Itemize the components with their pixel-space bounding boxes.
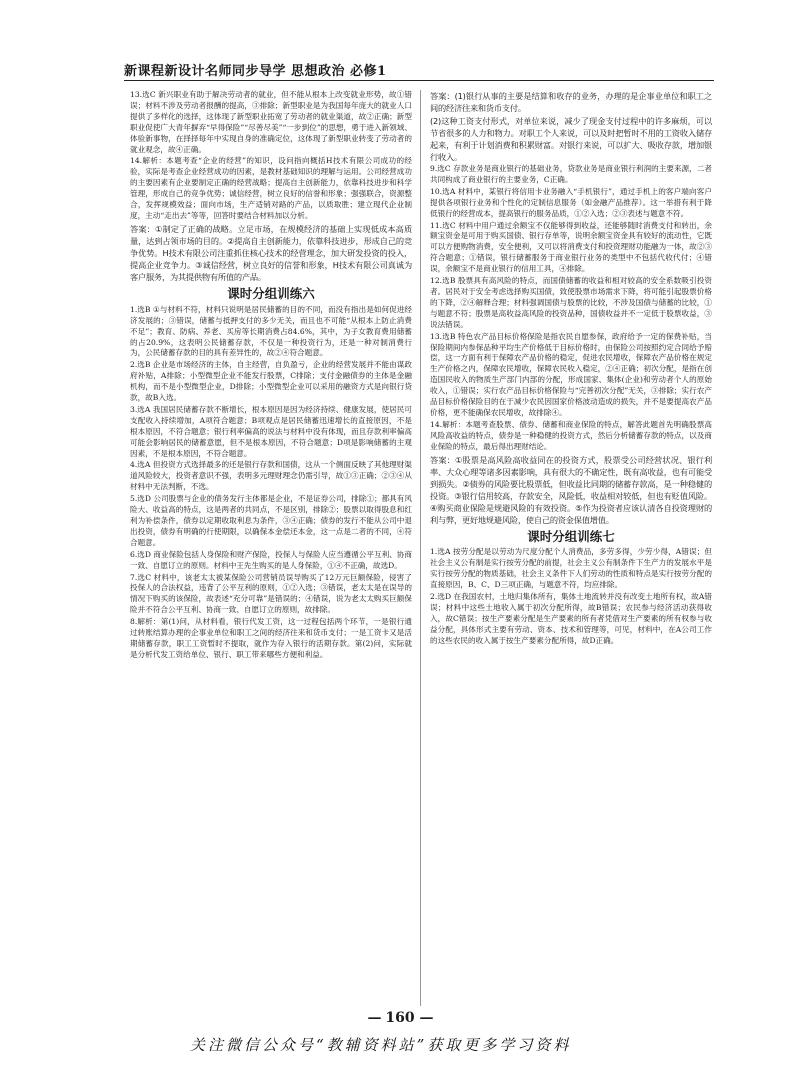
header-rule (124, 80, 714, 81)
section-title-6: 课时分组训练六 (227, 285, 315, 301)
column-divider (420, 90, 421, 1006)
answer-6-12: 12.选B 股票具有高风险的特点，而国债储蓄的收益和相对较高的安全系数吸引投资者。居民对于安全考虑选择购买国债，致使股票市场需求下降，将可能引起股票价格的下降，②④解释合理；材料强调国债与股票的比较，不涉及国债与储蓄的比较，①与题意不符；股票是高收益高风险的投资品种，国债收益并不一定低于股票收益，③说法错误。 (430, 276, 712, 329)
answer-6-5: 5.选D 公司股票与企业的债务发行主体都是企业，不是证券公司，排除①；都具有风险大、收益高的特点，这是两者的共同点，不是区别，排除②；股票以取得股息和红利为补偿条件，债券以定期收取利息为条件，③④正确；债券的发行不能从公司中退出投资，债券有明确的行使期限，以确保本金偿还本金，这一点是二者的不同，④符合题意。 (130, 494, 412, 547)
answer-6-14: 答案：①股票是高风险高收益同在的投资方式，股票受公司经营状况、银行利率、大众心理等诸多因素影响，具有很大的不确定性，既有高收益，也有可能受到损失。②债券的风险要比股票低，但收益比同期的储蓄存款高，是一种稳健的投资。③银行信用较高，存款安全，风险低，收益相对较低，但也有贬值风险。④购买商业保险是规避风险的有效投资。⑤作为投资者应该认清各自投资理财的利与弊，更好地规避风险，使自己的资金保值增值。 (430, 454, 712, 525)
analysis-6-8: 8.解析：第(1)问，从材料看，银行代发工资，这一过程包括两个环节，一是银行通过转账结算办理的企事业单位和职工之间的经济往来和货币支付；一是工资卡又是活期储蓄存款，职工工资暂时不提取，就作为存入银行的活期存款。第(2)问，实际就是分析代发工资给单位、银行、职工带来哪些方便和利益。 (130, 617, 412, 659)
answer-6-3: 3.选A 我国居民储蓄存款不断增长，根本原因是因为经济持续、健康发展，使居民可支配收入持续增加，A项符合题意；B项观点是居民储蓄迅速增长的直接原因，不是根本原因，不符合题意；银行利率偏高的说法与材料中没有体现，而且存款利率偏高可能会影响居民的储蓄意愿，但不是根本原因，不符合题意；D项是影响储蓄的主观因素，不是根本原因，不符合题意。 (130, 404, 412, 458)
running-header: 新课程新设计名师同步导学 思想政治 必修1 (124, 64, 387, 79)
answer-6-2: 2.选B 企业是市场经济的主体，自主经营，自负盈亏，企业的经营发展并不能由谋政府补贴，A排除；小型微型企业不能发行股票，C排除；支付金融债券的主体是金融机构，而不是小型微型企业，D排除；小型微型企业可以采用的融资方式是向银行贷款，故B入选。 (130, 360, 412, 403)
answer-6-1: 1.选B ①与材料不符，材料只说明是居民储蓄的目的不同，而没有指出是如何促进经济发展的；③错误，储蓄与抵押支付的多少无关，而且也不可能“从根本上防止消费不足”；教育、防病、养老、买房等长期消费占84.6%，其中，为子女教育费用储蓄的占20.9%，这表明公民储蓄存款，不仅是一种投资行为，还是一种对制消费行为，公民储蓄存款的目的具有差异性的，故②④符合题意。 (130, 304, 412, 358)
answer-6-6: 6.选D 商业保险包括人身保险和财产保险，投保人与保险人应当遵循公平互利、协商一致、自愿订立的原则。材料中王先生购买的是人身保险，①④不正确，故选D。 (130, 549, 412, 570)
answer-6-9: 9.选C 存款业务是商业银行的基础业务，贷款业务是商业银行利润的主要来源，二者共同构成了商业银行的主要业务，C正确。 (430, 164, 712, 184)
footer-note: 关注微信公众号“教辅资料站”获取更多学习资料 (190, 1036, 572, 1054)
answer-6-8-part2: (2)这种工资支付形式，对单位来说，减少了现金支付过程中的许多麻烦，可以节省很多的人力和物力。对职工个人来说，可以及时把暂时不用的工资收入储存起来，有利于计划消费和积累财富。对银行来说，可以扩大、吸收存款，增加银行收入。 (430, 116, 712, 162)
answer-7-1: 1.选A 按劳分配是以劳动为尺度分配个人消费品，多劳多得，少劳少得，A错误；但社会主义公有制是实行按劳分配的前提，社会主义公有制条件下生产力的发展水平是实行按劳分配的物质基础，社会主义条件下人们劳动的性质和特点是实行按劳分配的直接原因，B、C、D三项正确，与题意不符，均应排除。 (430, 547, 712, 590)
answer-6-8-part1: 答案：(1)银行从事的主要是结算和收存的业务，办理的是企事业单位和职工之间的经济往来和货币支付。 (430, 91, 712, 113)
analysis-14: 14.解析：本题考查“企业的经营”的知识，设问指向概括H技术有限公司成功的经验，实际是考查企业经营成功的因素，是教材基础知识的理解与运用。公司经营成功的主要因素有企业要制定正确的经营战略；提高自主创新能力，依靠科技进步和科学管理，形成自己的竞争优势；诚信经营，树立良好的信誉和形象；强强联合，资源整合，发挥规模效益；面向市场，生产适销对路的产品，以质取胜；建立现代企业制度，主动“走出去”等等，回答时要结合材料加以分析。 (130, 156, 412, 220)
answer-6-10: 10.选A 材料中，某银行将信用卡业务融入“手机银行”，通过手机上的客户端向客户提供各项银行业务和个性化的定制信息服务（如金融产品推荐）。这一举措有利于降低银行的经营成本，提高银行的服务品质，①②入选；②③表述与题意不符。 (430, 186, 712, 218)
answer-6-11: 11.选C 材料中用户通过余额宝不仅能够得到收益，还能够随时消费支付和转出，余额宝资金是可用于购买国债、银行存单等，说明余额宝资金具有较好的流动性，它既可以方便购物消费，安全便利，又可以将消费支付和投资理财功能融为一体，故②③符合题意；①错误，银行储蓄服务于商业银行业务的类型中不包括代收代付；④错误，余额宝不是商业银行的信用工具，④排除。 (430, 220, 712, 274)
page-number (0, 1010, 800, 1026)
right-column (430, 90, 712, 1020)
answer-6-7: 7.选C 材料中，该老太太被某保险公司营销员误导购买了12万元巨额保险，侵害了投保人的合法权益，违背了公平互利的原则，①②入选；③错误，老太太是在误导的情况下购买的该保险，故表述“充分可靠”是错误的；④错误，说为老太太购买巨额保险并不符合公平互利、协商一致、自愿订立的原则，故排除。 (130, 572, 412, 615)
analysis-6-14: 14.解析：本题考查股票、债券、储蓄和商业保险的特点，解答此题首先明确股票高风险高收益的特点，债券是一种稳健的投资方式，然后分析储蓄存款的特点，以及商业保险的特点，最后得出理财结论。 (430, 419, 712, 451)
answer-13: 13.选C 新兴职业有助于解决劳动者的就业，但不能从根本上改变就业形势，故①错误；材料不涉及劳动者报酬的提高，③排除；新型职业是为我国每年庞大的就业人口提供了多样化的选择，这体现了新型职业拓宽了劳动者的就业渠道，故②正确；新型职业促使广大青年摒弃“早得保险”“尽善尽美”“一步到位”的思想，勇于进入新领域、体验新事物，在择择每年中实现自身的准确定位，这体现了新型职业转变了劳动者的就业观念，故④正确。 (130, 90, 412, 154)
left-column (130, 90, 412, 1020)
answer-14: 答案：①制定了正确的战略。立足市场，在规模经济的基础上实现低成本高质量，达到占领市场的目的。②提高自主创新能力，依靠科技进步，形成自己的竞争优势。H技术有限公司注重抓住核心技术的经营理念，加大研发投资的投入，提高企业竞争力。③诚信经营，树立良好的信誉和形象，H技术有限公司真诚为客户服务，为其提供物有所值的产品。 (130, 223, 412, 282)
answer-7-2: 2.选D 在我国农村，土地归集体所有，集体土地流转并没有改变土地所有权，故A错误；材料中这些土地收入属于初次分配所得，故B错误；农民参与经济活动获得收入，故C错误；按生产要素分配是生产要素的所有者凭借对生产要素的所有权参与收益分配，具体形式主要有劳动、资本、技术和管理等，可见，材料中，在A公司工作的这些农民的收入属于按生产要素分配所得，故D正确。 (430, 592, 712, 645)
answer-6-13: 13.选B 特色农产品目标价格保险是指农民自愿参保，政府给予一定的保费补贴，当保险期间内参保品种平均生产价格低于目标价格时，由保险公司按照约定合同给予赔偿，这一方面有利于保障农产品价格的稳定，促进农民增收，保障农产品价格在规定生产价格之内，保障农民增收，保障农民收入稳定，②④正确；初次分配，是指在创造国民收入的物质生产部门内部的分配，形成国家、集体(企业)和劳动者个人的原始收入，①错误；实行农产品目标价格保险与“完善初次分配”无关，③排除；实行农产品目标价格保险目的在于减少农民因国家价格波动造成的损失，并不是要提高农产品价格，更不能确保农民增收，故排除④。 (430, 331, 712, 417)
answer-6-4: 4.选A 但投资方式选择最多的还是银行存款和国债，这从一个侧面反映了其他理财渠道风险较大，投资者意识不强，表明多元理财理念仍需引导，故①③正确；②③④从材料中无法判断，不选。 (130, 460, 412, 492)
page-number-dash-right: — (419, 1010, 433, 1026)
section-title-7: 课时分组训练七 (527, 528, 615, 544)
page-number-value: 160 (385, 1010, 415, 1026)
page-number-dash-left: — (367, 1010, 381, 1026)
